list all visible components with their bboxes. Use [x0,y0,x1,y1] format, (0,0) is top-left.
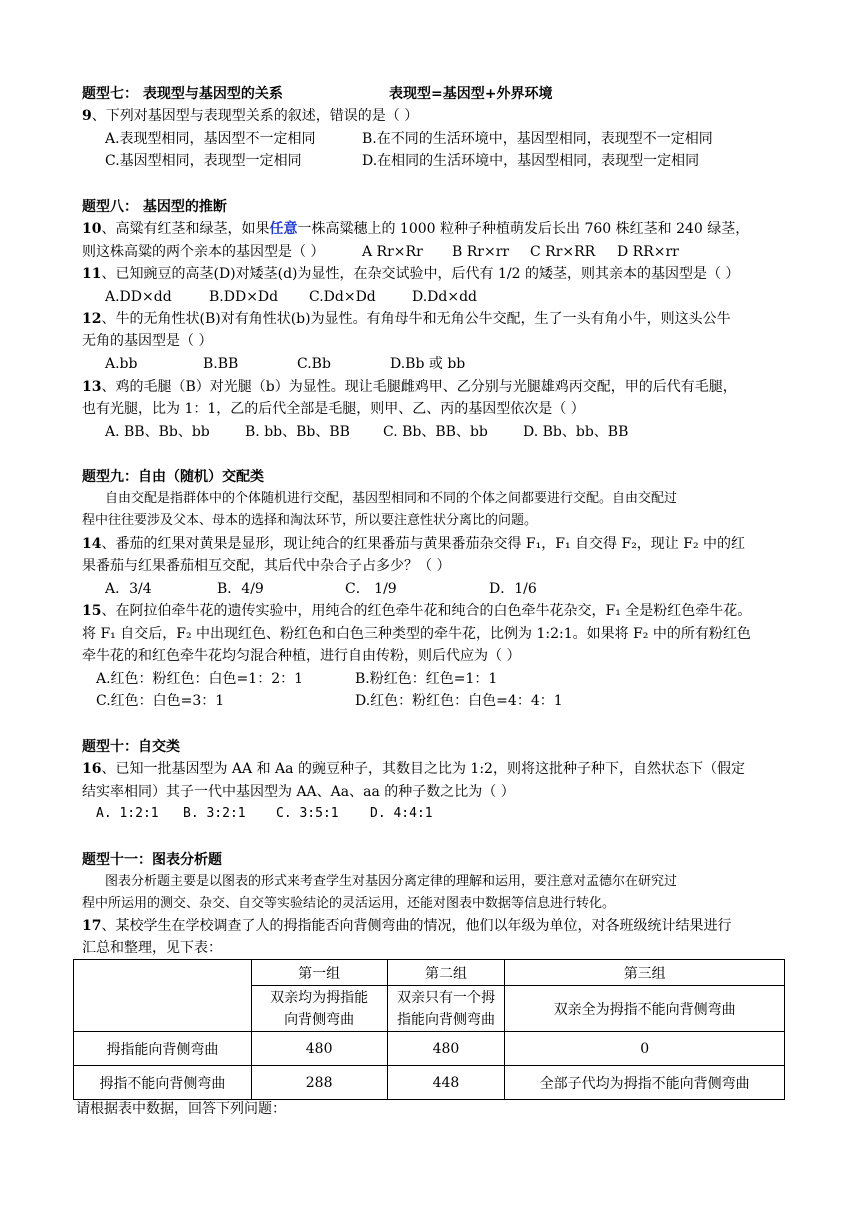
option-a: A. 1:2:1 [96,806,159,821]
table-cell: 全部子代均为拇指不能向背侧弯曲 [505,1066,785,1100]
option-b: B. bb、Bb、BB [245,424,350,440]
table-subheader-cell [251,986,387,1032]
option-d: D.在相同的生活环境中，基因型相同，表现型一定相同 [362,153,700,169]
question-text: 、番茄的红果对黄果是显形，现让纯合的红果番茄与黄果番茄杂交得 F₁，F₁ 自交得 F₂，现让 F₂ 中的红 [101,536,746,552]
question-text: 、已知豌豆的高茎(D)对矮茎(d)为显性，在杂交试验中，后代有 1/2 的矮茎，则其亲本的基因型是（ ） [101,266,740,282]
question-13-line2: 也有光腿，比为 1：1，乙的后代全部是毛腿，则甲、乙、丙的基因型依次是（ ） [82,401,585,417]
option-b: B Rr×rr [452,244,510,260]
table-subheader-cell [387,986,505,1032]
option-d: D. 4:4:1 [370,806,433,821]
table-cell: 288 [251,1066,387,1100]
question-16-line1 [82,759,745,779]
table-row [74,1066,785,1100]
question-number: 9 [82,108,92,124]
question-15-line2: 将 F₁ 自交后，F₂ 中出现红色、粉红色和白色三种类型的牵牛花，比例为 1:2:1。如果将 F₂ 中的所有粉红色 [82,626,751,642]
table-cell: 0 [505,1032,785,1066]
question-text: 、在阿拉伯牵牛花的遗传实验中，用纯合的红色牵牛花和纯合的白色牵牛花杂交，F₁ 全是粉红色牵牛花。 [101,603,752,619]
cell-text: 双亲均为拇指能 [270,989,369,1006]
option-c: C． 1/9 [345,581,397,597]
option-c: C. Bb、BB、bb [383,424,488,440]
option-d: D.Dd×dd [412,289,478,305]
question-11-stem [82,264,739,284]
question-text: 、下列对基因型与表现型关系的叙述，错误的是（ ） [91,108,419,124]
question-number: 10 [82,221,102,237]
option-c: C.Dd×Dd [309,289,376,305]
option-d: D RR×rr [617,244,679,260]
cell-text: 双亲只有一个拇 [396,989,495,1006]
question-15-line1 [82,601,751,621]
question-12-line1 [82,309,731,329]
table-cell: 448 [387,1066,505,1100]
option-a: A.bb [105,356,138,372]
option-b: B. 3:2:1 [183,806,246,821]
section-11-title: 题型十一：图表分析题 [82,852,222,868]
highlighted-word: 任意 [269,221,298,237]
question-number: 14 [82,536,102,552]
question-10-line2: 则这株高粱的两个亲本的基因型是（ ） [82,244,325,260]
table-row [74,1032,785,1066]
section-9-intro-line2: 程中往往要涉及父本、母本的选择和淘汰环节，所以要注意性状分离比的问题。 [82,513,538,528]
question-number: 11 [82,266,102,282]
option-b: B.BB [203,356,239,372]
question-15-line3: 牵牛花的和红色牵牛花均匀混合种植，进行自由传粉，则后代应为（ ） [82,648,521,664]
option-a: A.表现型相同，基因型不一定相同 [105,131,316,147]
option-a: A. BB、Bb、bb [105,424,210,440]
cell-text: 向背侧弯曲 [284,1011,355,1028]
section-11-intro-line2: 程中所运用的测交、杂交、自交等实验结论的灵活运用，还能对图表中数据等信息进行转化。 [82,896,616,911]
section-7-formula: 表现型=基因型+外界环境 [389,86,553,102]
table-header-cell: 第二组 [387,960,505,986]
question-14-line1 [82,534,745,554]
question-number: 13 [82,379,102,395]
option-d: D.红色：粉红色：白色=4：4：1 [355,693,563,709]
table-row-label: 拇指能向背侧弯曲 [74,1032,252,1066]
option-c: C. 3:5:1 [276,806,339,821]
option-a: A.DD×dd [105,289,172,305]
option-c: C.Bb [297,356,331,372]
table-followup-text: 请根据表中数据，回答下列问题： [76,1101,286,1117]
option-c: C Rr×RR [530,244,596,260]
question-text: 、已知一批基因型为 AA 和 Aa 的豌豆种子，其数目之比为 1:2，则将这批种子种下，自然状态下（假定 [101,761,745,777]
option-c: C.基因型相同，表现型一定相同 [105,153,302,169]
question-9-stem [82,106,418,126]
question-text: 、某校学生在学校调查了人的拇指能否向背侧弯曲的情况，他们以年级为单位，对各班级统计结果进行 [101,918,732,934]
table-header-row [74,960,785,986]
table-header-cell: 第三组 [505,960,785,986]
option-d: D. Bb、bb、BB [523,424,629,440]
question-13-line1 [82,377,737,397]
option-d: D.Bb 或 bb [390,356,466,372]
section-7-title: 题型七： 表现型与基因型的关系 [82,86,283,102]
option-c: C.红色：白色=3：1 [96,693,225,709]
option-b: B.DD×Dd [209,289,279,305]
survey-table [73,959,785,1100]
table-header-cell: 第一组 [251,960,387,986]
section-10-title: 题型十：自交类 [82,739,180,755]
question-text: 、鸡的毛腿（B）对光腿（b）为显性。现让毛腿雌鸡甲、乙分别与光腿雄鸡丙交配，甲的后代有毛腿， [101,379,737,395]
section-9-intro-line1: 自由交配是指群体中的个体随机进行交配，基因型相同和不同的个体之间都要进行交配。自由交配过 [105,491,678,506]
option-a: A Rr×Rr [362,244,423,260]
question-14-line2: 果番茄与红果番茄相互交配，其后代中杂合子占多少？（ ） [82,558,451,574]
question-16-line2: 结实率相同）其子一代中基因型为 AA、Aa、aa 的种子数之比为（ ） [82,784,515,800]
table-row-label: 拇指不能向背侧弯曲 [74,1066,252,1100]
section-11-intro-line1: 图表分析题主要是以图表的形式来考查学生对基因分离定律的理解和运用，要注意对孟德尔在研究过 [105,874,678,889]
option-a: A．3/4 [105,581,152,597]
question-number: 17 [82,918,102,934]
table-cell: 480 [251,1032,387,1066]
cell-text: 指能向背侧弯曲 [396,1011,495,1028]
question-12-line2: 无角的基因型是（ ） [82,333,213,349]
section-8-title: 题型八： 基因型的推断 [82,199,227,215]
question-10-line1 [82,219,749,239]
table-cell: 480 [387,1032,505,1066]
table-subheader-cell: 双亲全为拇指不能向背侧弯曲 [505,986,785,1032]
question-text: 、牛的无角性状(B)对有角性状(b)为显性。有角母牛和无角公牛交配，生了一头有角小牛，则这头公牛 [101,311,731,327]
question-number: 12 [82,311,102,327]
question-number: 15 [82,603,102,619]
option-a: A.红色：粉红色：白色=1：2：1 [96,671,304,687]
option-d: D．1/6 [489,581,537,597]
table-corner-cell [74,960,252,1032]
option-b: B.粉红色：红色=1：1 [355,671,498,687]
question-17-line2: 汇总和整理，见下表： [82,940,222,956]
question-17-line1 [82,916,731,936]
question-number: 16 [82,761,102,777]
option-b: B.在不同的生活环境中，基因型相同，表现型不一定相同 [362,131,713,147]
option-b: B．4/9 [217,581,264,597]
question-text: 一株高粱穗上的 1000 粒种子种植萌发后长出 760 株红茎和 240 绿茎， [297,221,750,237]
question-text: 、高粱有红茎和绿茎，如果 [101,221,270,237]
section-9-title: 题型九：自由（随机）交配类 [82,469,264,485]
